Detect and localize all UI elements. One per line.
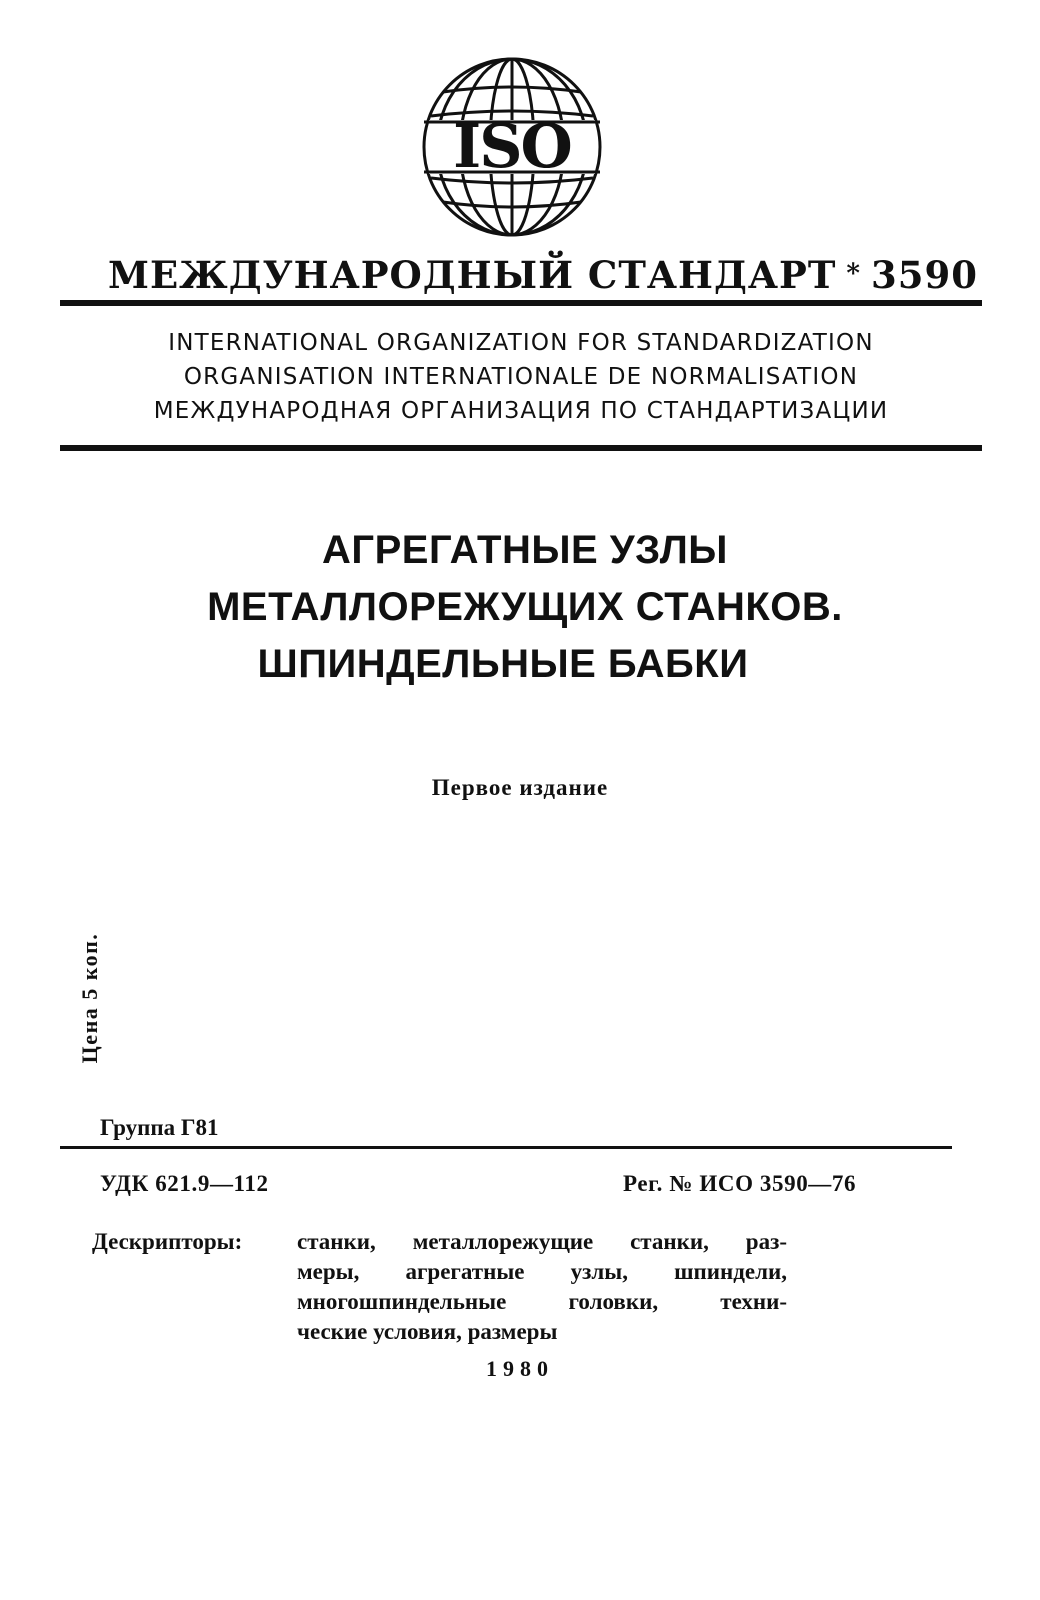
edition-label: Первое издание bbox=[431, 775, 609, 800]
top-rule bbox=[60, 300, 982, 306]
document-title-line-3: ШПИНДЕЛЬНЫЕ БАБКИ bbox=[257, 642, 749, 686]
document-title-line-2: МЕТАЛЛОРЕЖУЩИХ СТАНКОВ. bbox=[207, 585, 843, 629]
publication-year: 1980 bbox=[486, 1356, 554, 1381]
group-label: Группа Г81 bbox=[100, 1115, 219, 1140]
descriptors-line-2: меры, агрегатные узлы, шпиндели, bbox=[297, 1259, 787, 1284]
document-title-line-1: АГРЕГАТНЫЕ УЗЛЫ bbox=[322, 528, 728, 572]
descriptors-line-1: станки, металлорежущие станки, раз- bbox=[297, 1229, 787, 1254]
standard-label: МЕЖДУНАРОДНЫЙ СТАНДАРТ bbox=[108, 253, 837, 297]
organization-name-en: INTERNATIONAL ORGANIZATION FOR STANDARDIZATION bbox=[168, 330, 874, 356]
bottom-rule bbox=[60, 445, 982, 451]
descriptors-line-4: ческие условия, размеры bbox=[297, 1319, 558, 1344]
standard-number: 3590 bbox=[871, 253, 978, 297]
iso-globe-icon bbox=[419, 54, 605, 240]
group-rule bbox=[60, 1146, 952, 1149]
descriptors-line-3: многошпиндельные головки, техни- bbox=[297, 1289, 787, 1314]
organization-name-fr: ORGANISATION INTERNATIONALE DE NORMALISATION bbox=[183, 364, 859, 390]
descriptors-label: Дескрипторы: bbox=[92, 1229, 243, 1254]
price-text: Цена 5 коп. bbox=[77, 932, 102, 1063]
registration-number: Рег. № ИСО 3590—76 bbox=[623, 1171, 857, 1196]
udk-code: УДК 621.9—112 bbox=[100, 1171, 269, 1196]
standard-heading bbox=[108, 244, 978, 304]
iso-logo bbox=[419, 54, 605, 240]
price-label bbox=[75, 930, 105, 1065]
iso-logo-text: ISO bbox=[453, 112, 571, 182]
organization-name-ru: МЕЖДУНАРОДНАЯ ОРГАНИЗАЦИЯ ПО СТАНДАРТИЗАЦИИ bbox=[153, 398, 889, 424]
separator-star: * bbox=[846, 259, 862, 289]
